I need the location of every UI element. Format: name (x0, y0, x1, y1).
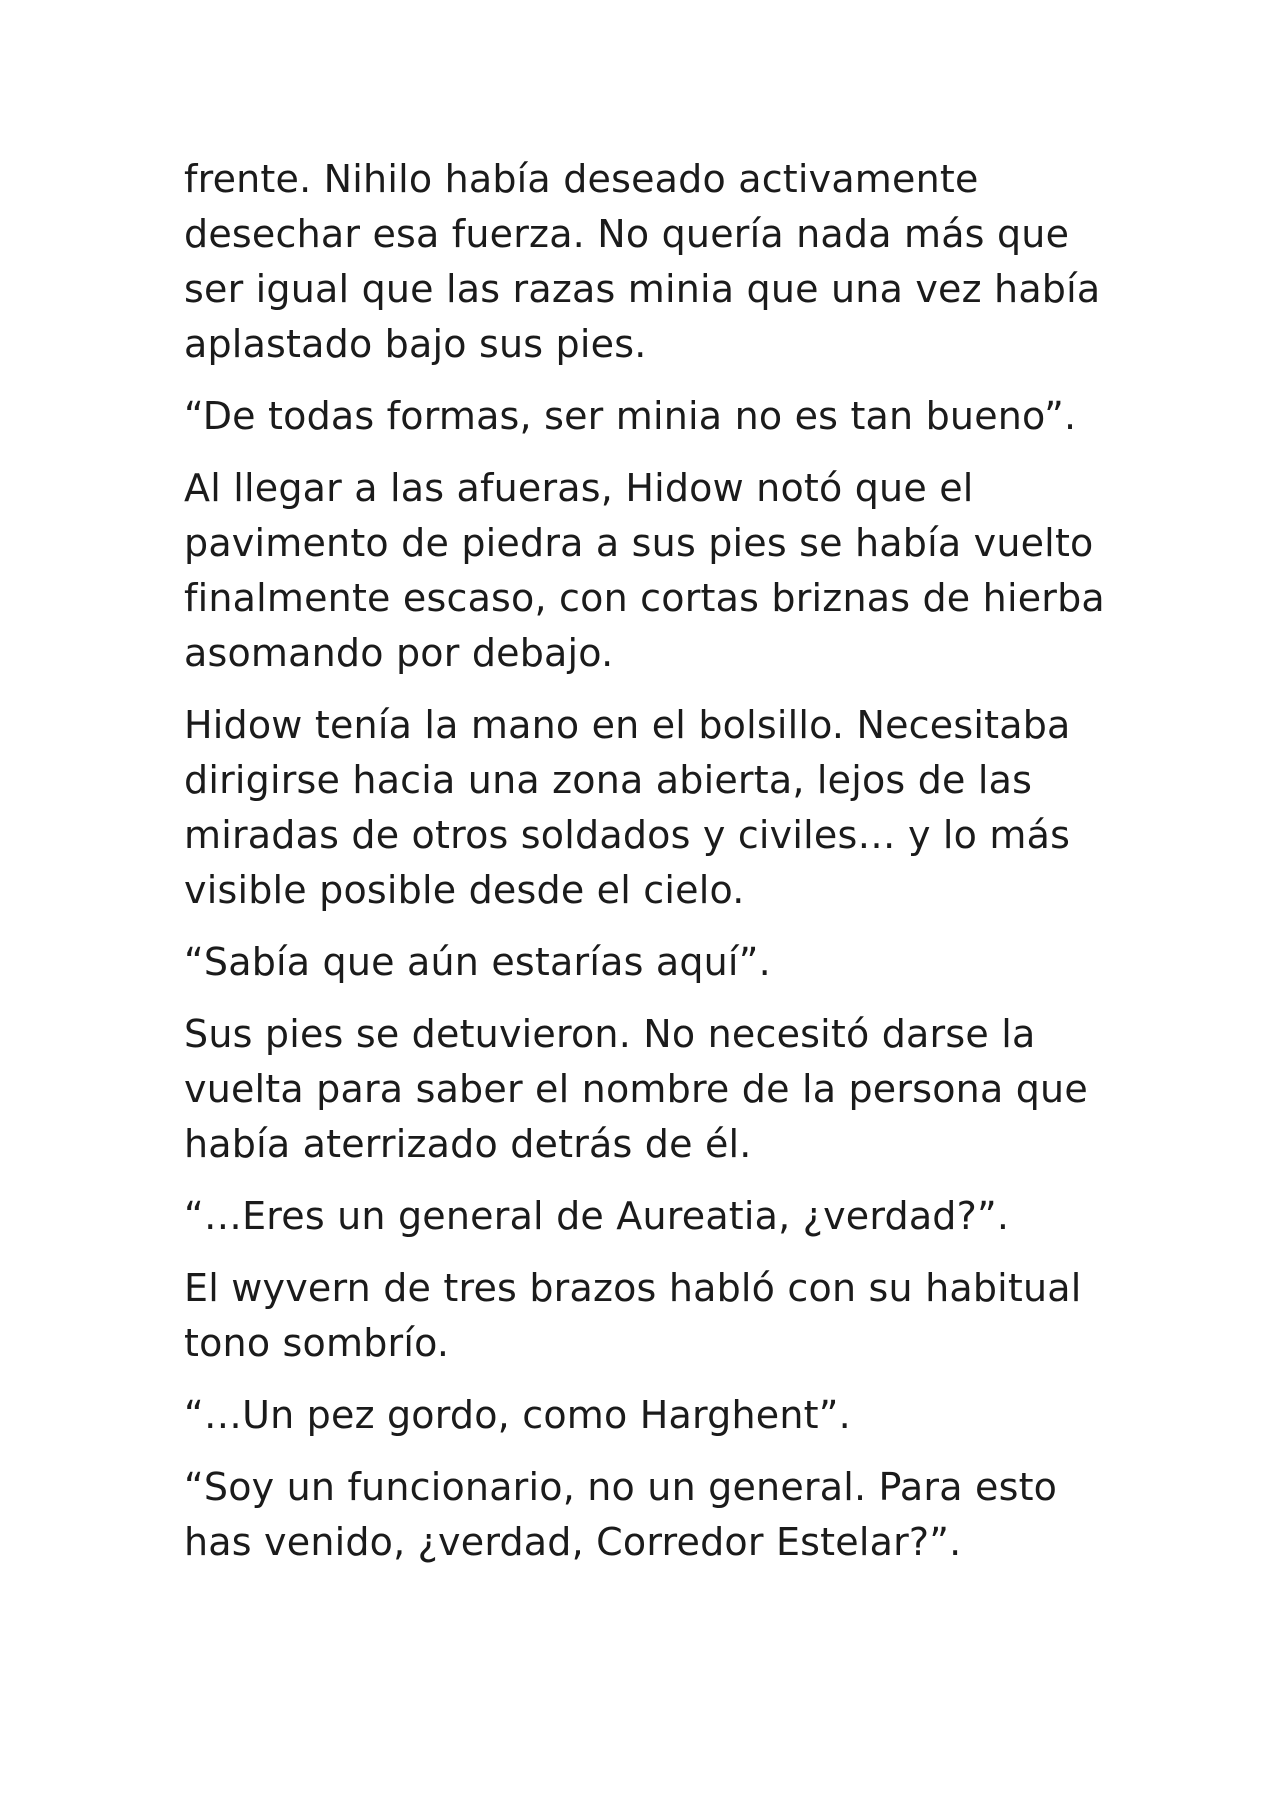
body-text (184, 152, 1124, 1587)
paragraph: El wyvern de tres brazos habló con su habitual tono sombrío. (184, 1266, 1082, 1365)
paragraph: Sus pies se detuvieron. No necesitó darse la vuelta para saber el nombre de la persona que había aterrizado detrás de él. (184, 1012, 1088, 1166)
paragraph: “Soy un funcionario, no un general. Para esto has venido, ¿verdad, Corredor Estelar?”. (184, 1465, 1058, 1564)
paragraph: “…Eres un general de Aureatia, ¿verdad?”. (184, 1194, 1010, 1238)
paragraph: “De todas formas, ser minia no es tan bueno”. (184, 394, 1077, 438)
paragraph: “…Un pez gordo, como Harghent”. (184, 1393, 851, 1437)
paragraph: Hidow tenía la mano en el bolsillo. Necesitaba dirigirse hacia una zona abierta, lejos de las miradas de otros soldados y civiles… y lo más visible posible desde el cielo. (184, 703, 1071, 912)
paragraph: frente. Nihilo había deseado activamente desechar esa fuerza. No quería nada más que ser igual que las razas minia que una vez había aplastado bajo sus pies. (184, 157, 1101, 366)
paragraph: Al llegar a las afueras, Hidow notó que el pavimento de piedra a sus pies se había vuelto finalmente escaso, con cortas briznas de hierba asomando por debajo. (184, 466, 1105, 675)
paragraph: “Sabía que aún estarías aquí”. (184, 940, 771, 984)
